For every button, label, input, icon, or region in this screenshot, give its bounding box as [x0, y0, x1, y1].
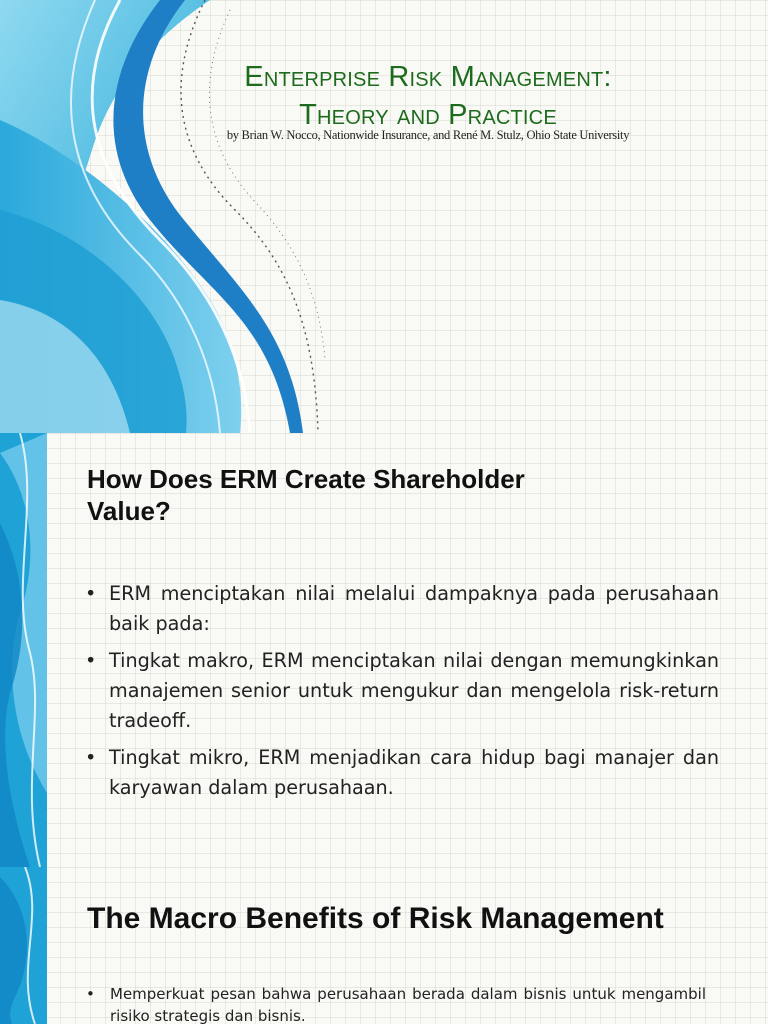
- list-item: [85, 646, 719, 736]
- title-line-1: Enterprise Risk Management:: [244, 61, 612, 93]
- author-byline: by Brian W. Nocco, Nationwide Insurance, and René M. Stulz, Ohio State University: [226, 128, 630, 142]
- list-item-text: ERM menciptakan nilai melalui dampaknya pada perusahaan baik pada:: [109, 582, 719, 635]
- bullet-list: [85, 579, 719, 810]
- side-wave-strip: [0, 433, 47, 867]
- list-item-text: Tingkat makro, ERM menciptakan nilai dengan memungkinkan manajemen senior untuk mengukur dan mengelola risk-return tradeoff.: [109, 649, 719, 732]
- bullet-list: [86, 983, 706, 1024]
- slide-heading: The Macro Benefits of Risk Management: [87, 902, 664, 935]
- bullet-dot-icon: •: [86, 985, 95, 1003]
- list-item: [85, 579, 719, 639]
- slide-heading: How Does ERM Create Shareholder Value?: [87, 464, 525, 526]
- bullet-dot-icon: •: [85, 649, 97, 672]
- list-item: [85, 743, 719, 803]
- title-slide: [0, 0, 768, 433]
- side-wave-strip: [0, 867, 47, 1024]
- title-line-2: Theory and Practice: [299, 99, 557, 131]
- list-item: [86, 983, 706, 1024]
- list-item-text: Memperkuat pesan bahwa perusahaan berada dalam bisnis untuk mengambil risiko strategis dan bisnis.: [110, 985, 706, 1024]
- bullet-dot-icon: •: [85, 746, 97, 769]
- content-slide-macro-benefits: [0, 867, 768, 1024]
- list-item-text: Tingkat mikro, ERM menjadikan cara hidup bagi manajer dan karyawan dalam perusahaan.: [109, 746, 719, 799]
- presentation-title: [200, 58, 656, 134]
- bullet-dot-icon: •: [85, 582, 97, 605]
- content-slide-shareholder-value: [0, 433, 768, 867]
